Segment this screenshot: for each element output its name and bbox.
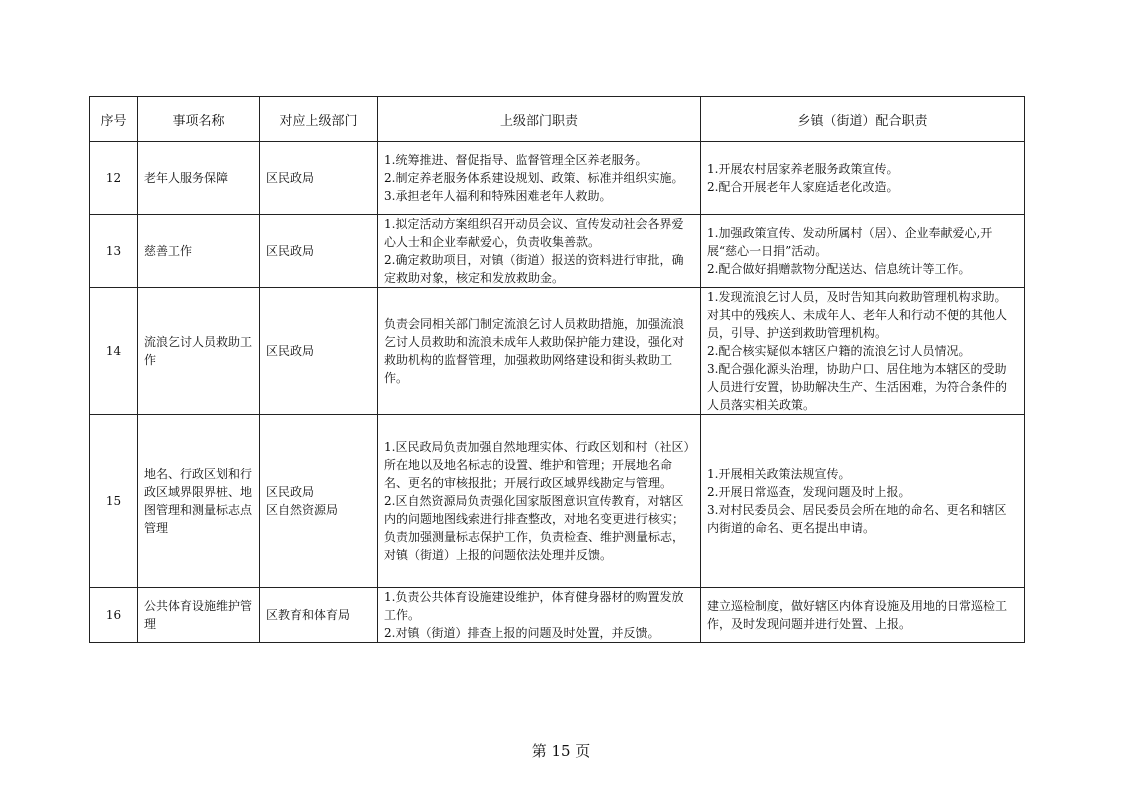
department-name: 区教育和体育局 <box>266 608 351 622</box>
coop-line: 2.配合做好捐赠款物分配送达、信息统计等工作。 <box>707 262 971 276</box>
table-row <box>90 415 1025 588</box>
item-name: 公共体育设施维护管理 <box>138 588 260 643</box>
duty-table <box>89 96 1025 643</box>
coop-line: 2.配合开展老年人家庭适老化改造。 <box>707 180 899 194</box>
duty-line: 1.负责公共体育设施建设维护，体育健身器材的购置发放工作。 <box>384 590 684 622</box>
township-duty <box>701 142 1025 215</box>
department-duty <box>378 288 701 415</box>
coop-line: 1.发现流浪乞讨人员，及时告知其向救助管理机构求助。对其中的残疾人、未成年人、老年人和行动不便的其他人员，引导、护送到救助管理机构。 <box>707 290 1008 340</box>
row-number: 14 <box>90 288 138 415</box>
duty-line: 2.制定养老服务体系建设规划、政策、标准并组织实施。 <box>384 171 684 185</box>
row-number: 16 <box>90 588 138 643</box>
department-name: 区民政局 <box>266 244 315 258</box>
coop-line: 1.加强政策宣传、发动所属村（居）、企业奉献爱心,开展“慈心一日捐”活动。 <box>707 226 993 258</box>
duty-line: 负责会同相关部门制定流浪乞讨人员救助措施，加强流浪乞讨人员救助和流浪未成年人救助保护能力建设，强化对救助机构的监督管理，加强救助网络建设和街头救助工作。 <box>384 317 685 385</box>
item-name: 慈善工作 <box>138 215 260 288</box>
department-duty <box>378 215 701 288</box>
coop-line: 1.开展农村居家养老服务政策宣传。 <box>707 162 899 176</box>
item-name: 老年人服务保障 <box>138 142 260 215</box>
coop-line: 1.开展相关政策法规宣传。 <box>707 467 851 481</box>
table-row <box>90 215 1025 288</box>
row-number: 13 <box>90 215 138 288</box>
header-township-duty: 乡镇（街道）配合职责 <box>701 97 1025 142</box>
coop-line: 建立巡检制度，做好辖区内体育设施及用地的日常巡检工作，及时发现问题并进行处置、上报。 <box>707 599 1008 631</box>
table-row <box>90 288 1025 415</box>
department <box>260 415 378 588</box>
coop-line: 2.开展日常巡查，发现问题及时上报。 <box>707 485 911 499</box>
coop-line: 3.对村民委员会、居民委员会所在地的命名、更名和辖区内街道的命名、更名提出申请。 <box>707 503 1007 535</box>
coop-line: 3.配合强化源头治理，协助户口、居住地为本辖区的受助人员进行安置，协助解决生产、生活困难，为符合条件的人员落实相关政策。 <box>707 362 1008 412</box>
department <box>260 288 378 415</box>
duty-line: 2.确定救助项目，对镇（街道）报送的资料进行审批，确定救助对象，核定和发放救助金。 <box>384 253 684 285</box>
item-name: 地名、行政区划和行政区域界限界桩、地图管理和测量标志点管理 <box>138 415 260 588</box>
duty-line: 1.拟定活动方案组织召开动员会议、宣传发动社会各界爱心人士和企业奉献爱心，负责收集善款。 <box>384 217 684 249</box>
department <box>260 215 378 288</box>
department-name: 区民政局 <box>266 171 315 185</box>
row-number: 15 <box>90 415 138 588</box>
duty-line: 3.承担老年人福利和特殊困难老年人救助。 <box>384 189 612 203</box>
item-name: 流浪乞讨人员救助工作 <box>138 288 260 415</box>
duty-line: 2.区自然资源局负责强化国家版图意识宣传教育，对辖区内的问题地图线索进行排查整改，对地名变更进行核实；负责加强测量标志保护工作，负责检查、维护测量标志，对镇（街道）上报的问题依法处理并反馈。 <box>384 494 685 562</box>
coop-line: 2.配合核实疑似本辖区户籍的流浪乞讨人员情况。 <box>707 344 971 358</box>
row-number: 12 <box>90 142 138 215</box>
duty-line: 2.对镇（街道）排查上报的问题及时处置，并反馈。 <box>384 626 660 640</box>
table-header-row <box>90 97 1025 142</box>
duty-line: 1.区民政局负责加强自然地理实体、行政区划和村（社区）所在地以及地名标志的设置、维护和管理；开展地名命名、更名的审核报批；开展行政区域界线勘定与管理。 <box>384 440 690 490</box>
department <box>260 142 378 215</box>
header-item-name: 事项名称 <box>138 97 260 142</box>
header-no: 序号 <box>90 97 138 142</box>
township-duty <box>701 215 1025 288</box>
department-name: 区自然资源局 <box>266 503 339 517</box>
township-duty <box>701 288 1025 415</box>
township-duty <box>701 415 1025 588</box>
duty-line: 1.统筹推进、督促指导、监督管理全区养老服务。 <box>384 153 648 167</box>
header-department-duty: 上级部门职责 <box>378 97 701 142</box>
page-number: 第 15 页 <box>531 742 591 760</box>
department-name: 区民政局 <box>266 344 315 358</box>
department-duty <box>378 142 701 215</box>
table-row <box>90 142 1025 215</box>
department-duty <box>378 588 701 643</box>
township-duty <box>701 588 1025 643</box>
department <box>260 588 378 643</box>
department-name: 区民政局 <box>266 485 315 499</box>
table-row <box>90 588 1025 643</box>
header-department: 对应上级部门 <box>260 97 378 142</box>
department-duty <box>378 415 701 588</box>
